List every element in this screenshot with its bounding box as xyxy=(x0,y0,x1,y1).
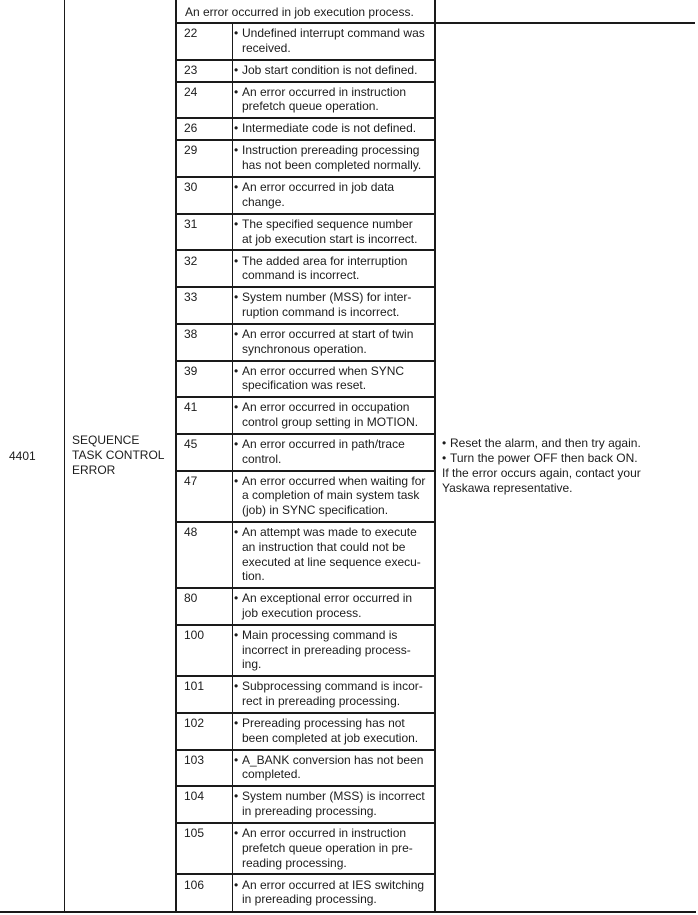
cause-bullet: • xyxy=(234,62,239,77)
subcode-row xyxy=(176,875,435,912)
cause-bullet: • xyxy=(234,752,239,767)
cause-bullet: • xyxy=(234,84,239,99)
cause-line: prefetch queue operation. xyxy=(242,99,379,114)
cause-line: Intermediate code is not defined. xyxy=(242,121,417,136)
cause-line: at job execution start is incorrect. xyxy=(242,231,418,246)
cause-line: synchronous operation. xyxy=(242,341,367,356)
cause-bullet: • xyxy=(234,26,239,40)
cause-bullet: • xyxy=(234,363,239,378)
cause-line: The specified sequence number xyxy=(242,216,413,231)
subcode: 22 xyxy=(184,26,198,40)
subcode-row xyxy=(176,823,435,874)
cause-line: an instruction that could not be xyxy=(242,539,406,554)
cause-line: has not been completed normally. xyxy=(242,158,422,173)
cause-line: in prereading processing. xyxy=(242,892,377,907)
cause-line: An exceptional error occurred in xyxy=(242,591,413,606)
cause-line: in prereading processing. xyxy=(242,804,377,819)
subcode: 30 xyxy=(184,180,198,195)
cause-description xyxy=(232,437,435,466)
subcode: 48 xyxy=(184,525,198,540)
cause-description xyxy=(232,591,435,620)
cause-bullet: • xyxy=(234,290,239,305)
cause-bullet: • xyxy=(234,400,239,415)
subcode: 47 xyxy=(184,473,198,488)
cause-line: job execution process. xyxy=(242,605,362,620)
subcode-row xyxy=(176,471,435,522)
cause-bullet: • xyxy=(234,216,239,231)
subcode: 101 xyxy=(184,679,205,694)
cause-line: control group setting in MOTION. xyxy=(242,415,419,429)
cause-line: rect in prereading processing. xyxy=(242,694,401,708)
subcode-row xyxy=(176,60,435,82)
cause-line: Main processing command is xyxy=(242,627,398,642)
cause-line: An error occurred when SYNC xyxy=(242,363,405,378)
subcode-row xyxy=(176,82,435,119)
cause-line: An error occurred in path/trace xyxy=(242,437,405,451)
cause-description xyxy=(232,254,435,283)
cause-line: (job) in SYNC specification. xyxy=(242,503,389,518)
cause-line: An error occurred at IES switching xyxy=(242,877,425,892)
cause-description xyxy=(232,26,435,55)
cause-line: prefetch queue operation in pre- xyxy=(242,840,413,855)
cause-bullet: • xyxy=(234,679,239,694)
cause-line: change. xyxy=(242,194,285,209)
cause-line: specification was reset. xyxy=(242,378,367,393)
cause-bullet: • xyxy=(234,826,239,841)
subcode: 80 xyxy=(184,591,198,606)
subcode: 103 xyxy=(184,752,205,767)
cause-description xyxy=(232,364,435,393)
cause-line: Prereading processing has not xyxy=(242,716,405,730)
cause-line: control. xyxy=(242,451,282,466)
cause-bullet: • xyxy=(234,437,239,451)
cause-line: received. xyxy=(242,40,291,55)
alarm-name xyxy=(72,433,164,478)
cause-description xyxy=(232,753,435,782)
subcode-row xyxy=(176,676,435,713)
cause-description xyxy=(232,327,435,356)
cause-line: Undefined interrupt command was xyxy=(242,26,425,40)
cause-bullet: • xyxy=(234,121,239,136)
cause-bullet: • xyxy=(234,789,239,804)
alarm-name-line: ERROR xyxy=(72,463,116,477)
cause-line: Instruction prereading processing xyxy=(242,143,420,158)
cause-line: An error occurred in instruction xyxy=(242,84,407,99)
cause-description xyxy=(232,121,435,136)
cause-line: An error occurred in occupation xyxy=(242,400,410,415)
cause-line: An error occurred when waiting for xyxy=(242,473,426,488)
cause-description xyxy=(232,180,435,209)
cause-line: Job start condition is not defined. xyxy=(242,62,418,77)
cause-line: been completed at job execution. xyxy=(242,730,419,745)
remedy-item xyxy=(442,451,641,466)
cause-line: a completion of main system task xyxy=(242,488,420,503)
cause-description xyxy=(232,628,435,672)
cause-bullet: • xyxy=(234,591,239,606)
subcode: 29 xyxy=(184,143,198,158)
column-divider xyxy=(64,0,65,912)
subcode: 39 xyxy=(184,363,198,378)
alarm-name-line: SEQUENCE xyxy=(72,433,140,447)
subcode-row xyxy=(176,214,435,251)
cause-header: An error occurred in job execution process. xyxy=(185,5,414,19)
subcode-row xyxy=(176,522,435,588)
cause-description xyxy=(232,400,435,429)
cause-description xyxy=(232,525,435,584)
subcode: 106 xyxy=(184,877,205,892)
cause-bullet: • xyxy=(234,627,239,642)
subcode: 100 xyxy=(184,627,205,642)
cause-description xyxy=(232,474,435,518)
subcode: 105 xyxy=(184,826,205,841)
subcode-row xyxy=(176,361,435,398)
subcode-row xyxy=(176,118,435,140)
cause-line: executed at line sequence execu- xyxy=(242,554,421,569)
cause-description xyxy=(232,290,435,319)
cause-bullet: • xyxy=(234,473,239,488)
cause-description xyxy=(232,789,435,818)
subcode-row xyxy=(176,397,435,434)
remedy-note-line: Yaskawa representative. xyxy=(442,481,573,495)
cause-description xyxy=(232,878,435,907)
cause-description xyxy=(232,679,435,708)
alarm-name-line: TASK CONTROL xyxy=(72,448,165,462)
subcode: 33 xyxy=(184,290,198,305)
subcode-row xyxy=(176,625,435,676)
subcode: 38 xyxy=(184,326,198,341)
cause-description xyxy=(232,63,435,78)
cause-bullet: • xyxy=(234,716,239,730)
cause-line: System number (MSS) is incorrect xyxy=(242,789,425,804)
subcode-row xyxy=(176,177,435,214)
subcode: 41 xyxy=(184,400,198,415)
subcode-row xyxy=(176,588,435,625)
subcode-row xyxy=(176,786,435,823)
cause-line: A_BANK conversion has not been xyxy=(242,752,424,767)
cause-description xyxy=(232,85,435,114)
cause-line: An error occurred in instruction xyxy=(242,826,407,841)
cause-bullet: • xyxy=(234,525,239,540)
cause-line: System number (MSS) for inter- xyxy=(242,290,412,305)
cause-bullet: • xyxy=(234,253,239,268)
cause-description xyxy=(232,826,435,870)
remedy-note-line: If the error occurs again, contact your xyxy=(442,466,641,480)
remedy xyxy=(442,436,641,496)
cause-line: An error occurred at start of twin xyxy=(242,326,414,341)
subcode: 31 xyxy=(184,216,198,231)
cause-line: Subprocessing command is incor- xyxy=(242,679,423,694)
cause-line: An attempt was made to execute xyxy=(242,525,417,540)
subcode-row xyxy=(176,140,435,177)
subcode-row xyxy=(176,713,435,750)
cause-line: completed. xyxy=(242,767,301,782)
cause-bullet: • xyxy=(234,180,239,195)
remedy-bullet: • xyxy=(442,451,447,465)
subcode: 24 xyxy=(184,84,198,99)
cause-bullet: • xyxy=(234,877,239,892)
remedy-text: Turn the power OFF then back ON. xyxy=(450,451,638,465)
cause-line: The added area for interruption xyxy=(242,253,408,268)
subcode-row xyxy=(176,324,435,361)
subcode: 23 xyxy=(184,62,198,77)
cause-line: reading processing. xyxy=(242,855,347,870)
cause-description xyxy=(232,716,435,745)
subcode-row xyxy=(176,287,435,324)
remedy-item xyxy=(442,436,641,451)
cause-line: tion. xyxy=(242,569,265,584)
subcode-row xyxy=(176,750,435,787)
subcode: 26 xyxy=(184,121,198,136)
cause-bullet: • xyxy=(234,143,239,158)
remedy-bullet: • xyxy=(442,436,447,450)
cause-line: An error occurred in job data xyxy=(242,180,395,195)
subcode: 104 xyxy=(184,789,205,804)
subcode-row xyxy=(176,23,435,60)
remedy-text: Reset the alarm, and then try again. xyxy=(450,436,641,450)
cause-description xyxy=(232,143,435,172)
table-bottom-border xyxy=(0,911,696,913)
cause-line: command is incorrect. xyxy=(242,268,360,283)
subcode: 102 xyxy=(184,716,205,730)
cause-line: ing. xyxy=(242,657,262,672)
cause-bullet: • xyxy=(234,326,239,341)
cause-line: incorrect in prereading process- xyxy=(242,642,411,657)
cause-line: ruption command is incorrect. xyxy=(242,304,400,319)
subcode: 45 xyxy=(184,437,198,451)
subcode: 32 xyxy=(184,253,198,268)
subcode-row xyxy=(176,434,435,471)
cause-description xyxy=(232,217,435,246)
alarm-code: 4401 xyxy=(9,449,36,463)
subcode-row xyxy=(176,251,435,288)
